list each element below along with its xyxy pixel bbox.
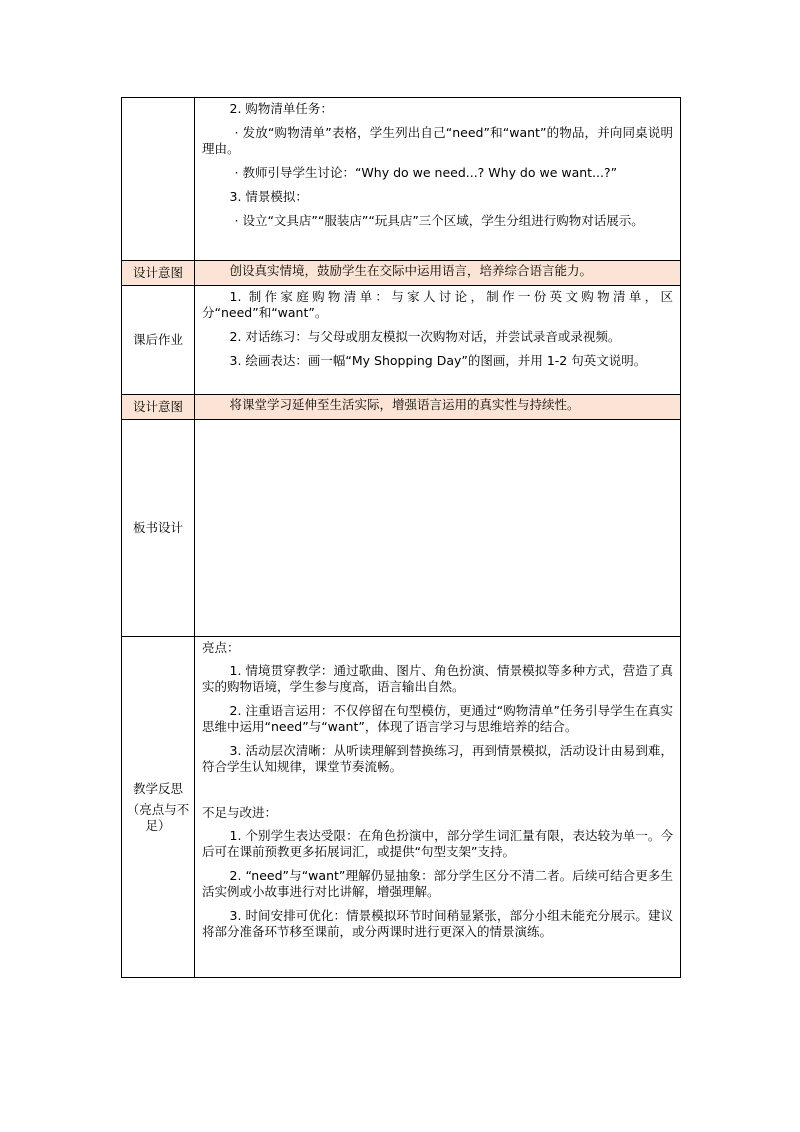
reflection-sublabel: （亮点与不足）: [126, 801, 190, 833]
homework-item: 2. 对话练习：与父母或朋友模拟一次购物对话，并尝试录音或录视频。: [229, 329, 621, 344]
design-intent-text: 创设真实情境，鼓励学生在交际中运用语言，培养综合语言能力。: [195, 261, 681, 286]
activity-item: 2. 购物清单任务：: [229, 101, 333, 116]
homework-label: 课后作业: [122, 286, 195, 395]
reflection-label: 教学反思: [132, 780, 183, 796]
activity-row: [122, 98, 681, 261]
homework-row: [122, 286, 681, 395]
lesson-plan-table: [121, 97, 681, 978]
design-intent-row: [122, 395, 681, 420]
reflection-row: [122, 637, 681, 978]
board-design-label: 板书设计: [122, 420, 195, 637]
activity-label-cell: [122, 98, 195, 261]
activity-item: 3. 情景模拟：: [229, 189, 308, 204]
board-design-content: [195, 420, 681, 637]
reflection-label-cell: [122, 637, 195, 978]
highlights-heading: 亮点：: [202, 640, 240, 655]
highlight-item: 3. 活动层次清晰：从听读理解到替换练习，再到情景模拟，活动设计由易到难，符合学生认知规律，课堂节奏流畅。: [202, 743, 673, 774]
design-intent-label: 设计意图: [122, 261, 195, 286]
activity-content-cell: [195, 98, 681, 261]
homework-content-cell: [195, 286, 681, 395]
reflection-content-cell: [195, 637, 681, 978]
improvement-item: 2. “need”与“want”理解仍显抽象：部分学生区分不清二者。后续可结合更多生活实例或小故事进行对比讲解，增强理解。: [202, 868, 673, 899]
improvement-item: 3. 时间安排可优化：情景模拟环节时间稍显紧张，部分小组未能充分展示。建议将部分准备环节移至课前，或分两课时进行更深入的情景演练。: [202, 908, 673, 939]
activity-list: [202, 101, 673, 229]
homework-item: 1. 制作家庭购物清单：与家人讨论，制作一份英文购物清单，区分“need”和“want”。: [202, 289, 673, 320]
design-intent-text: 将课堂学习延伸至生活实际，增强语言运用的真实性与持续性。: [195, 395, 681, 420]
highlight-item: 1. 情境贯穿教学：通过歌曲、图片、角色扮演、情景模拟等多种方式，营造了真实的购物语境，学生参与度高，语言输出自然。: [202, 663, 673, 694]
improvements-heading: 不足与改进：: [202, 805, 278, 820]
design-intent-row: [122, 261, 681, 286]
activity-item: · 设立“文具店”“服装店”“玩具店”三个区域，学生分组进行购物对话展示。: [234, 213, 644, 228]
section-spacer: [202, 783, 673, 805]
improvement-item: 1. 个别学生表达受限：在角色扮演中，部分学生词汇量有限，表达较为单一。今后可在课前预教更多拓展词汇，或提供“句型支架”支持。: [202, 828, 673, 859]
homework-item: 3. 绘画表达：画一幅“My Shopping Day”的图画，并用 1-2 句英文说明。: [229, 353, 647, 368]
activity-item: · 发放“购物清单”表格，学生列出自己“need”和“want”的物品，并向同桌说明理由。: [202, 125, 673, 156]
highlight-item: 2. 注重语言运用：不仅停留在句型模仿，更通过“购物清单”任务引导学生在真实思维中运用“need”与“want”，体现了语言学习与思维培养的结合。: [202, 703, 673, 734]
design-intent-label: 设计意图: [122, 395, 195, 420]
activity-item: · 教师引导学生讨论：“Why do we need...? Why do we want...?”: [234, 165, 618, 180]
board-design-row: [122, 420, 681, 637]
